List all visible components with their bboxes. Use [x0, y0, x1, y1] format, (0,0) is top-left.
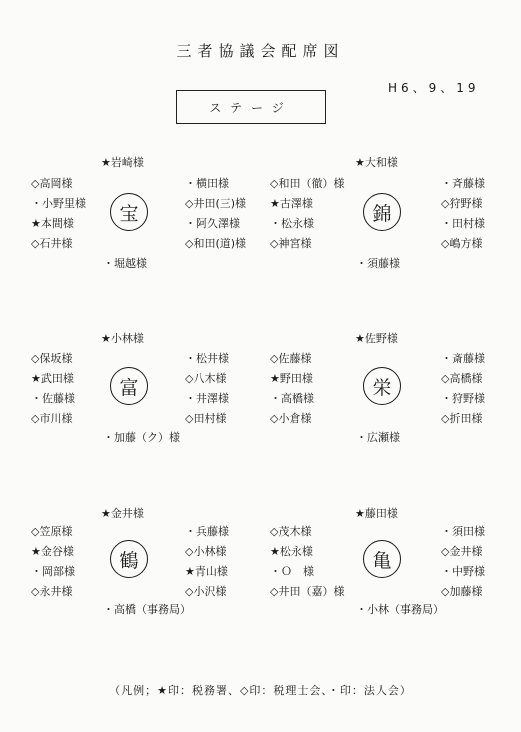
- right-seat: ◇八木様: [185, 372, 227, 385]
- left-seat: ◇高岡様: [31, 177, 73, 190]
- head-seat: ★小林様: [101, 332, 144, 345]
- left-seat: ★古澤様: [270, 197, 313, 210]
- table-circle: [363, 367, 401, 405]
- left-seat: ★武田様: [31, 372, 74, 385]
- foot-seat: ・高橋（事務局）: [103, 603, 191, 616]
- right-seat: ・兵藤様: [185, 525, 229, 538]
- right-seat: ◇田村様: [185, 412, 227, 425]
- right-seat: ◇加藤様: [441, 585, 483, 598]
- left-seat: ・岡部様: [31, 565, 75, 578]
- head-seat: ★藤田様: [355, 507, 398, 520]
- left-seat: ・松永様: [270, 217, 314, 230]
- left-seat: ◇小倉様: [270, 412, 312, 425]
- table-name: 亀: [372, 549, 392, 572]
- table-circle: [110, 193, 148, 231]
- left-seat: ◇市川様: [31, 412, 73, 425]
- table-name: 栄: [372, 376, 392, 399]
- foot-seat: ・小林（事務局）: [356, 603, 444, 616]
- foot-seat: ・堀越様: [103, 257, 147, 270]
- right-seat: ・中野様: [441, 565, 485, 578]
- right-seat: ◇井田(三)様: [185, 197, 247, 210]
- left-seat: ・佐藤様: [31, 392, 75, 405]
- left-seat: ★松永様: [270, 545, 313, 558]
- table-circle: [110, 367, 148, 405]
- head-seat: ★岩崎様: [101, 156, 144, 169]
- left-seat: ◇神宮様: [270, 237, 312, 250]
- left-seat: ◇笠原様: [31, 525, 73, 538]
- left-seat: ◇和田（徹）様: [270, 177, 345, 190]
- head-seat: ★大和様: [355, 156, 398, 169]
- right-seat: ・阿久澤様: [185, 217, 240, 230]
- right-seat: ・井澤様: [185, 392, 229, 405]
- right-seat: ・狩野様: [441, 392, 485, 405]
- foot-seat: ・広瀬様: [356, 431, 400, 444]
- left-seat: ◇茂木様: [270, 525, 312, 538]
- right-seat: ◇金井様: [441, 545, 483, 558]
- right-seat: ・須田様: [441, 525, 485, 538]
- right-seat: ◇嶋方様: [441, 237, 483, 250]
- right-seat: ・松井様: [185, 352, 229, 365]
- left-seat: ★野田様: [270, 372, 313, 385]
- foot-seat: ・須藤様: [356, 257, 400, 270]
- table-circle: [363, 540, 401, 578]
- table-name: 富: [119, 376, 139, 399]
- head-seat: ★佐野様: [355, 332, 398, 345]
- left-seat: ・小野里様: [31, 197, 86, 210]
- table-circle: [110, 540, 148, 578]
- left-seat: ◇永井様: [31, 585, 73, 598]
- right-seat: ◇折田様: [441, 412, 483, 425]
- right-seat: ◇和田(道)様: [185, 237, 247, 250]
- right-seat: ・斉藤様: [441, 177, 485, 190]
- right-seat: ◇高橋様: [441, 372, 483, 385]
- right-seat: ◇小沢様: [185, 585, 227, 598]
- right-seat: ◇狩野様: [441, 197, 483, 210]
- table-name: 宝: [119, 202, 139, 225]
- right-seat: ◇小林様: [185, 545, 227, 558]
- left-seat: ・高橋様: [270, 392, 314, 405]
- left-seat: ★本間様: [31, 217, 74, 230]
- foot-seat: ・加藤（ク）様: [103, 431, 180, 444]
- left-seat: ◇井田（嘉）様: [270, 585, 345, 598]
- left-seat: ◇佐藤様: [270, 352, 312, 365]
- table-circle: [363, 193, 401, 231]
- table-name: 鶴: [119, 549, 139, 572]
- right-seat: ・田村様: [441, 217, 485, 230]
- date-label: H6、9、19: [388, 81, 480, 95]
- left-seat: ◇保坂様: [31, 352, 73, 365]
- stage-label: ステージ: [209, 100, 293, 115]
- head-seat: ★金井様: [101, 507, 144, 520]
- right-seat: ★青山様: [185, 565, 228, 578]
- stage-box: [176, 90, 326, 124]
- left-seat: ・Ｏ 様: [270, 565, 314, 578]
- legend: （凡例；★印：税務署、◇印：税理士会、・印：法人会）: [109, 684, 412, 697]
- right-seat: ・斎藤様: [441, 352, 485, 365]
- right-seat: ・横田様: [185, 177, 229, 190]
- left-seat: ◇石井様: [31, 237, 73, 250]
- page-title: 三者協議会配席図: [176, 42, 345, 60]
- table-name: 錦: [372, 202, 392, 225]
- left-seat: ★金谷様: [31, 545, 74, 558]
